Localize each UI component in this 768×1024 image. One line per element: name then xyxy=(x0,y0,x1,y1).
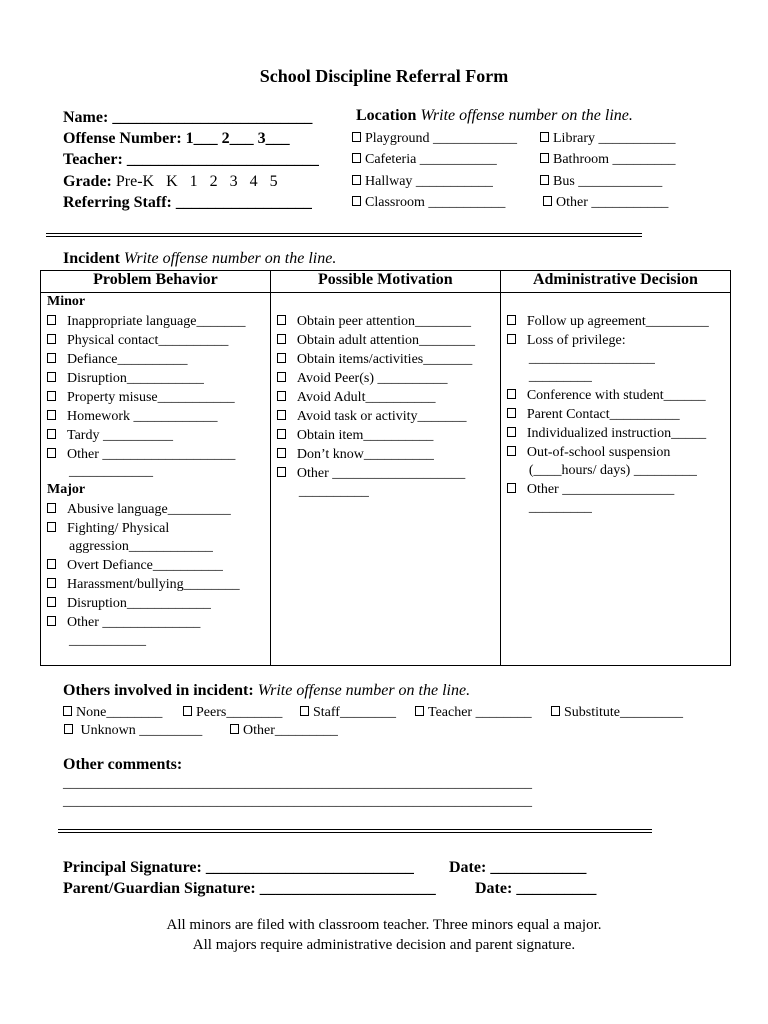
checkbox-icon[interactable] xyxy=(540,153,549,163)
minor-item[interactable] xyxy=(47,409,218,425)
checkbox-icon[interactable] xyxy=(277,334,286,344)
others-involved-label: Others involved in incident: xyxy=(63,682,254,699)
location-bus[interactable] xyxy=(540,174,662,190)
item-label: Avoid Peer(s) __________ xyxy=(296,371,448,386)
parent-signature-field[interactable]: Parent/Guardian Signature: ______________________ xyxy=(63,880,436,897)
checkbox-icon[interactable] xyxy=(47,503,56,513)
checkbox-icon[interactable] xyxy=(543,196,552,206)
item-label: Other ______________ xyxy=(67,615,201,630)
motivation-item[interactable] xyxy=(277,333,475,349)
major-other-continuation[interactable]: ___________ xyxy=(69,633,146,648)
grade-options[interactable]: Pre-K K 1 2 3 4 5 xyxy=(115,173,278,190)
motivation-item[interactable] xyxy=(277,352,472,368)
location-classroom[interactable] xyxy=(352,195,505,211)
incident-table xyxy=(40,270,731,666)
major-heading: Major xyxy=(47,482,86,497)
others-involved-instruction: Write offense number on the line. xyxy=(257,682,471,699)
item-label: Unknown _________ xyxy=(80,723,203,738)
motivation-item[interactable] xyxy=(277,390,436,406)
item-label: Don’t know__________ xyxy=(296,447,434,462)
comment-line-2[interactable]: ___________________________________________________________________ xyxy=(63,794,532,809)
others-other[interactable] xyxy=(230,723,338,739)
location-library[interactable] xyxy=(540,131,675,147)
checkbox-icon[interactable] xyxy=(507,408,516,418)
others-unknown[interactable] xyxy=(64,723,202,739)
item-label: Out-of-school suspension xyxy=(526,445,671,460)
divider-line xyxy=(58,829,652,830)
checkbox-icon[interactable] xyxy=(507,389,516,399)
location-item-label: Bus ____________ xyxy=(553,174,663,189)
checkbox-icon[interactable] xyxy=(352,132,361,142)
decision-item[interactable] xyxy=(507,388,706,404)
incident-instruction: Write offense number on the line. xyxy=(123,250,337,267)
checkbox-icon[interactable] xyxy=(540,132,549,142)
item-label: Follow up agreement_________ xyxy=(526,314,709,329)
item-label: Parent Contact__________ xyxy=(526,407,680,422)
minor-heading: Minor xyxy=(47,294,86,309)
checkbox-icon[interactable] xyxy=(47,315,56,325)
item-label: Disruption____________ xyxy=(67,596,211,611)
item-label: Fighting/ Physical xyxy=(67,521,170,536)
motivation-item[interactable] xyxy=(277,428,434,444)
decision-item-continuation[interactable]: _________ xyxy=(528,369,592,384)
location-label: Location xyxy=(356,107,417,124)
checkbox-icon[interactable] xyxy=(277,448,286,458)
teacher-field[interactable]: Teacher: ________________________ xyxy=(63,151,319,168)
checkbox-icon[interactable] xyxy=(277,429,286,439)
item-label: Defiance__________ xyxy=(67,352,188,367)
motivation-other-continuation[interactable]: __________ xyxy=(298,484,369,499)
item-label: Obtain items/activities_______ xyxy=(296,352,473,367)
location-item-label: Cafeteria ___________ xyxy=(365,152,497,167)
location-instruction: Write offense number on the line. xyxy=(420,107,633,124)
checkbox-icon[interactable] xyxy=(507,315,516,325)
item-label: Overt Defiance__________ xyxy=(67,558,223,573)
location-item-label: Playground ____________ xyxy=(365,131,518,146)
checkbox-icon[interactable] xyxy=(507,334,516,344)
checkbox-icon[interactable] xyxy=(47,353,56,363)
minor-item[interactable] xyxy=(47,428,173,444)
decision-item[interactable] xyxy=(507,445,671,461)
minor-item[interactable] xyxy=(47,447,235,463)
major-item-continuation[interactable]: aggression____________ xyxy=(69,539,213,554)
referring-staff-field[interactable]: Referring Staff: _________________ xyxy=(63,194,312,211)
incident-label: Incident xyxy=(63,250,120,267)
checkbox-icon[interactable] xyxy=(277,315,286,325)
location-item-label: Classroom ___________ xyxy=(365,195,506,210)
item-label: Homework ____________ xyxy=(67,409,218,424)
location-item-label: Hallway ___________ xyxy=(365,174,493,189)
checkbox-icon[interactable] xyxy=(507,483,516,493)
decision-item-continuation[interactable]: __________________ xyxy=(528,351,655,366)
motivation-item[interactable] xyxy=(277,371,448,387)
name-field[interactable]: Name: _________________________ xyxy=(63,109,313,126)
checkbox-icon[interactable] xyxy=(277,372,286,382)
checkbox-icon[interactable] xyxy=(183,706,192,716)
checkbox-icon[interactable] xyxy=(47,597,56,607)
major-item[interactable] xyxy=(47,577,240,593)
grade-field[interactable] xyxy=(63,171,278,192)
item-label: Avoid Adult__________ xyxy=(296,390,436,405)
location-item-label: Bathroom _________ xyxy=(553,152,676,167)
item-label: Other_________ xyxy=(243,723,338,738)
checkbox-icon[interactable] xyxy=(277,410,286,420)
checkbox-icon[interactable] xyxy=(507,427,516,437)
item-label: Staff________ xyxy=(313,705,396,720)
decision-other-continuation[interactable]: _________ xyxy=(528,500,592,515)
checkbox-icon[interactable] xyxy=(47,448,56,458)
location-cafeteria[interactable] xyxy=(352,152,497,168)
location-bathroom[interactable] xyxy=(540,152,676,168)
checkbox-icon[interactable] xyxy=(47,522,56,532)
major-item[interactable] xyxy=(47,596,211,612)
form-title: School Discipline Referral Form xyxy=(259,66,509,86)
item-label: Obtain peer attention________ xyxy=(296,314,472,329)
minor-item[interactable] xyxy=(47,390,235,406)
problem-behavior-column xyxy=(41,293,271,666)
minor-item[interactable] xyxy=(47,352,188,368)
administrative-decision-column xyxy=(500,293,730,666)
others-peers[interactable] xyxy=(183,705,282,721)
item-label: Teacher ________ xyxy=(428,705,532,720)
checkbox-icon[interactable] xyxy=(64,724,73,734)
checkbox-icon[interactable] xyxy=(507,446,516,456)
offense-number-field[interactable]: Offense Number: 1___ 2___ 3___ xyxy=(63,130,290,147)
decision-item-continuation[interactable]: (____hours/ days) _________ xyxy=(528,463,697,478)
item-label: Tardy __________ xyxy=(67,428,173,443)
major-item[interactable] xyxy=(47,502,231,518)
decision-item[interactable] xyxy=(507,482,674,498)
location-item-label: Library ___________ xyxy=(553,131,676,146)
others-substitute[interactable] xyxy=(551,705,683,721)
checkbox-icon[interactable] xyxy=(47,578,56,588)
checkbox-icon[interactable] xyxy=(63,706,72,716)
checkbox-icon[interactable] xyxy=(47,334,56,344)
motivation-item[interactable] xyxy=(277,409,467,425)
item-label: Property misuse___________ xyxy=(67,390,235,405)
location-heading xyxy=(356,107,633,125)
others-teacher[interactable] xyxy=(415,705,532,721)
item-label: Other ___________________ xyxy=(67,447,236,462)
item-label: Other ___________________ xyxy=(296,466,466,481)
item-label: Substitute_________ xyxy=(564,705,684,720)
location-other[interactable] xyxy=(543,195,668,211)
checkbox-icon[interactable] xyxy=(352,175,361,185)
comment-line-1[interactable]: ___________________________________________________________________ xyxy=(63,776,532,791)
minor-item[interactable] xyxy=(47,314,245,330)
others-staff[interactable] xyxy=(300,705,396,721)
footer-note-1: All minors are filed with classroom teacher. Three minors equal a major. xyxy=(166,917,602,933)
checkbox-icon[interactable] xyxy=(415,706,424,716)
possible-motivation-column xyxy=(270,293,500,666)
divider-line xyxy=(46,236,642,237)
minor-item[interactable] xyxy=(47,333,228,349)
location-item-label: Other ___________ xyxy=(556,195,669,210)
grade-label: Grade: xyxy=(63,173,112,190)
item-label: Physical contact__________ xyxy=(67,333,229,348)
item-label: None________ xyxy=(76,705,163,720)
principal-date-field[interactable]: Date: ____________ xyxy=(449,859,587,876)
column-header-possible-motivation: Possible Motivation xyxy=(270,271,500,293)
incident-heading xyxy=(63,250,336,268)
checkbox-icon[interactable] xyxy=(47,391,56,401)
item-label: Loss of privilege: xyxy=(526,333,626,348)
checkbox-icon[interactable] xyxy=(230,724,239,734)
item-label: Obtain item__________ xyxy=(296,428,434,443)
motivation-item[interactable] xyxy=(277,314,471,330)
item-label: Abusive language_________ xyxy=(67,502,231,517)
item-label: Obtain adult attention________ xyxy=(296,333,475,348)
item-label: Inappropriate language_______ xyxy=(67,314,246,329)
decision-item[interactable] xyxy=(507,407,680,423)
parent-date-field[interactable]: Date: __________ xyxy=(475,880,597,897)
checkbox-icon[interactable] xyxy=(47,410,56,420)
checkbox-icon[interactable] xyxy=(47,559,56,569)
divider-line xyxy=(46,233,642,234)
location-playground[interactable] xyxy=(352,131,517,147)
other-comments-label: Other comments: xyxy=(63,756,183,773)
decision-item[interactable] xyxy=(507,333,626,349)
checkbox-icon[interactable] xyxy=(277,353,286,363)
item-label: Conference with student______ xyxy=(526,388,706,403)
checkbox-icon[interactable] xyxy=(300,706,309,716)
major-item[interactable] xyxy=(47,615,200,631)
principal-signature-field[interactable]: Principal Signature: __________________________ xyxy=(63,859,414,876)
decision-item[interactable] xyxy=(507,426,706,442)
checkbox-icon[interactable] xyxy=(47,429,56,439)
footer-note-2: All majors require administrative decision and parent signature. xyxy=(192,937,576,953)
item-label: Other ________________ xyxy=(526,482,675,497)
others-none[interactable] xyxy=(63,705,162,721)
checkbox-icon[interactable] xyxy=(277,467,286,477)
checkbox-icon[interactable] xyxy=(352,196,361,206)
divider-line xyxy=(58,832,652,833)
major-item[interactable] xyxy=(47,558,223,574)
major-item[interactable] xyxy=(47,521,169,537)
item-label: Individualized instruction_____ xyxy=(526,426,707,441)
decision-item[interactable] xyxy=(507,314,709,330)
item-label: Disruption___________ xyxy=(67,371,204,386)
item-label: Harassment/bullying________ xyxy=(67,577,240,592)
minor-other-continuation[interactable]: ____________ xyxy=(69,464,153,479)
motivation-item[interactable] xyxy=(277,447,434,463)
checkbox-icon[interactable] xyxy=(551,706,560,716)
column-header-problem-behavior: Problem Behavior xyxy=(41,271,271,293)
item-label: Avoid task or activity_______ xyxy=(296,409,467,424)
location-hallway[interactable] xyxy=(352,174,493,190)
checkbox-icon[interactable] xyxy=(47,372,56,382)
column-header-administrative-decision: Administrative Decision xyxy=(500,271,730,293)
checkbox-icon[interactable] xyxy=(47,616,56,626)
checkbox-icon[interactable] xyxy=(540,175,549,185)
others-involved-heading xyxy=(63,682,470,700)
checkbox-icon[interactable] xyxy=(352,153,361,163)
item-label: Peers________ xyxy=(196,705,283,720)
checkbox-icon[interactable] xyxy=(277,391,286,401)
motivation-item[interactable] xyxy=(277,466,465,482)
minor-item[interactable] xyxy=(47,371,204,387)
